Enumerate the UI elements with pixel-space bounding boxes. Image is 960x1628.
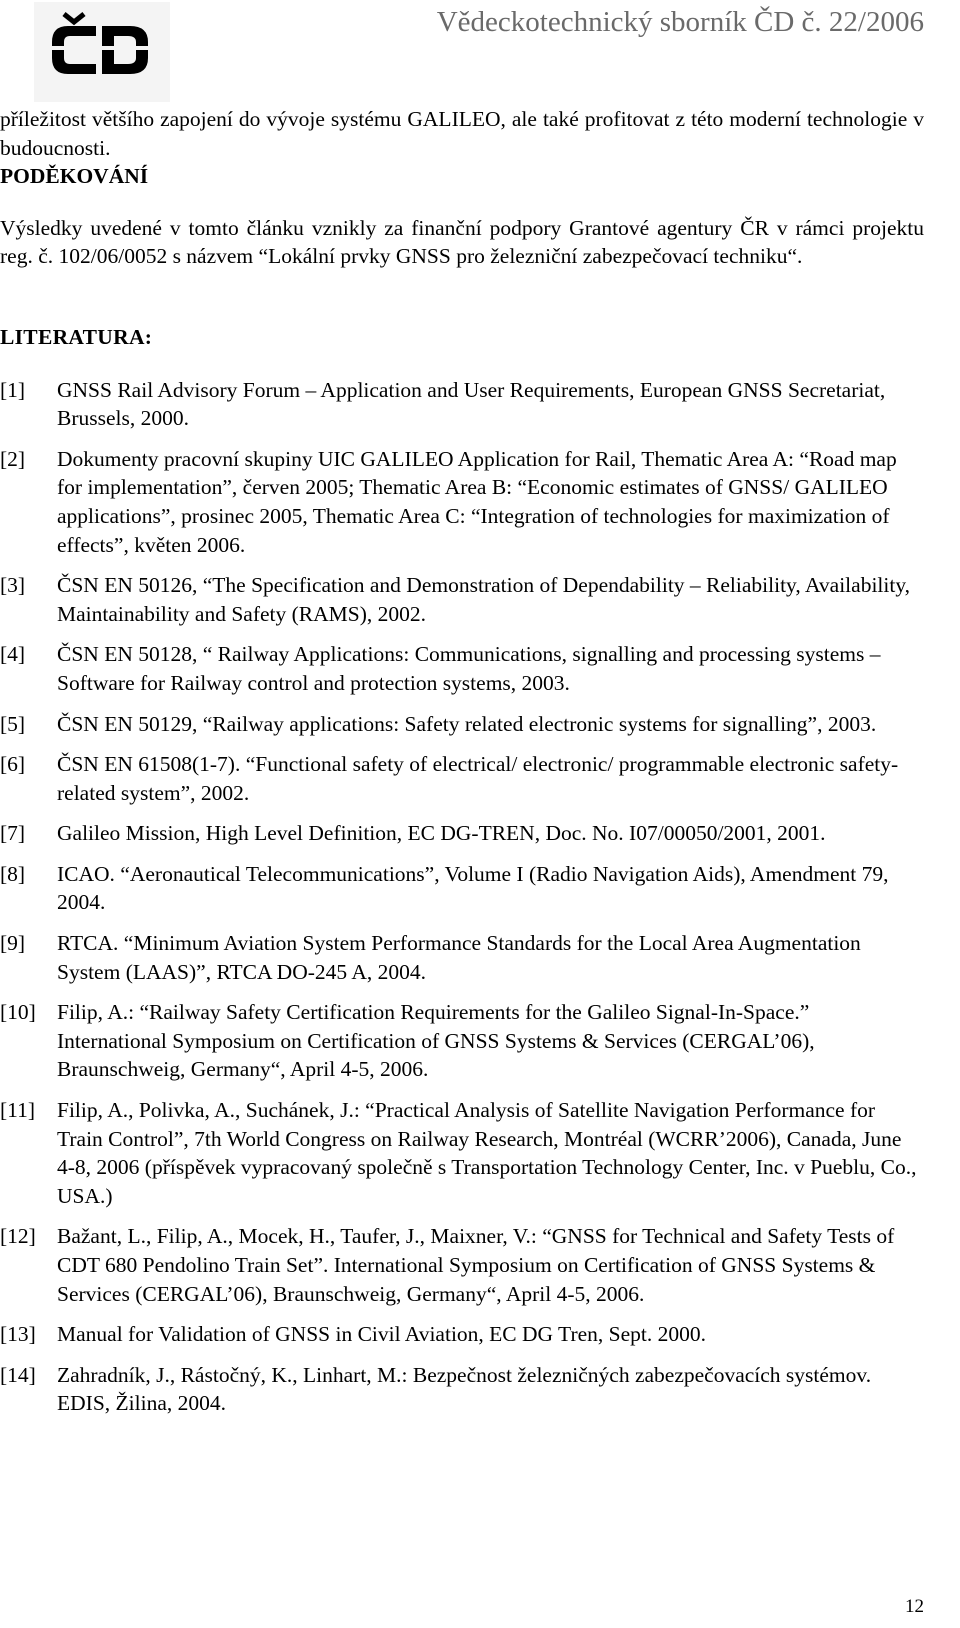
reference-number: [7] xyxy=(0,821,26,846)
reference-text: Bažant, L., Filip, A., Mocek, H., Taufer, J., Maixner, V.: “GNSS for Technical and Safety Tests of CDT 680 Pendolino Train Set”. International Symposium on Certification of GNSS Systems & Services (CERGAL’06), Braunschweig, Germany“, April 4-5, 2006. xyxy=(57,1224,895,1306)
reference-number: [10] xyxy=(0,1000,36,1025)
reference-number: [4] xyxy=(0,642,26,667)
reference-number: [13] xyxy=(0,1322,36,1347)
cd-logo xyxy=(34,2,170,102)
reference-list xyxy=(0,376,960,1418)
reference-text: ICAO. “Aeronautical Telecommunications”, Volume I (Radio Navigation Aids), Amendment 79, 2004. xyxy=(57,861,889,915)
reference-number: [14] xyxy=(0,1362,36,1387)
reference-number: [11] xyxy=(0,1098,36,1123)
reference-text: RTCA. “Minimum Aviation System Performance Standards for the Local Area Augmentation System (LAAS)”, RTCA DO-245 A, 2004. xyxy=(57,931,861,984)
reference-number: [6] xyxy=(0,752,26,777)
reference-item xyxy=(0,1096,924,1210)
reference-item xyxy=(0,445,924,559)
reference-number: [1] xyxy=(0,377,26,402)
acknowledgement-paragraph: Výsledky uvedené v tomto článku vznikly za finanční podpory Grantové agentury ČR v rámci projektu reg. č. 102/06/0052 s názvem “Lokální prvky GNSS pro železniční zabezpečovací techniku“. xyxy=(0,215,924,269)
reference-item xyxy=(0,750,924,807)
reference-item xyxy=(0,1361,924,1418)
reference-text: Galileo Mission, High Level Definition, EC DG-TREN, Doc. No. I07/00050/2001, 2001. xyxy=(57,821,826,846)
reference-item xyxy=(0,640,924,697)
reference-text: ČSN EN 50126, “The Specification and Demonstration of Dependability – Reliability, Availability, Maintainability and Safety (RAMS), 2002. xyxy=(57,573,911,626)
reference-text: ČSN EN 50128, “ Railway Applications: Communications, signalling and processing systems – Software for Railway control and protection systems, 2003. xyxy=(57,642,881,695)
reference-text: Zahradník, J., Rástočný, K., Linhart, M.: Bezpečnost železničných zabezpečovacích systémov. EDIS, Žilina, 2004. xyxy=(57,1362,872,1416)
reference-number: [3] xyxy=(0,573,26,598)
journal-title: Vědeckotechnický sborník ČD č. 22/2006 xyxy=(436,6,924,38)
reference-text: ČSN EN 61508(1-7). “Functional safety of electrical/ electronic/ programmable electronic safety-related system”, 2002. xyxy=(57,752,899,805)
reference-text: Dokumenty pracovní skupiny UIC GALILEO Application for Rail, Thematic Area A: “Road map for implementation”, červen 2005; Thematic Area B: “Economic estimates of GNSS/ GALILEO applications”, prosinec 2005, Thematic Area C: “Integration of technologies for maximization of effects”, květen 2006. xyxy=(57,446,897,557)
reference-item xyxy=(0,860,924,917)
reference-number: [9] xyxy=(0,931,26,956)
reference-number: [12] xyxy=(0,1224,36,1249)
reference-item xyxy=(0,710,924,739)
reference-item xyxy=(0,1222,924,1308)
reference-text: Manual for Validation of GNSS in Civil Aviation, EC DG Tren, Sept. 2000. xyxy=(57,1322,706,1347)
acknowledgement-heading: PODĚKOVÁNÍ xyxy=(0,164,149,189)
reference-number: [2] xyxy=(0,446,26,471)
reference-item xyxy=(0,998,924,1084)
reference-number: [8] xyxy=(0,861,26,886)
reference-text: ČSN EN 50129, “Railway applications: Safety related electronic systems for signalling”, 2003. xyxy=(57,711,877,736)
reference-text: Filip, A.: “Railway Safety Certification Requirements for the Galileo Signal-In-Space.” International Symposium on Certification of GNSS Systems & Services (CERGAL’06), Braunschweig, Germany“, April 4-5, 2006. xyxy=(57,1000,815,1082)
reference-text: GNSS Rail Advisory Forum – Application and User Requirements, European GNSS Secretariat, Brussels, 2000. xyxy=(57,377,886,431)
intro-paragraph: příležitost většího zapojení do vývoje systému GALILEO, ale také profitovat z této moderní technologie v budoucnosti. xyxy=(0,107,924,160)
reference-item xyxy=(0,376,924,433)
page-header xyxy=(0,0,960,110)
reference-item xyxy=(0,1320,924,1349)
article-content xyxy=(0,105,960,1430)
literature-heading: LITERATURA: xyxy=(0,324,153,349)
reference-item xyxy=(0,819,924,848)
reference-item xyxy=(0,571,924,628)
page-number: 12 xyxy=(905,1596,924,1617)
reference-text: Filip, A., Polivka, A., Suchánek, J.: “Practical Analysis of Satellite Navigation Performance for Train Control”, 7th World Congress on Railway Research, Montréal (WCRR’2006), Canada, June 4-8, 2006 (příspěvek vypracovaný společně s Transportation Technology Center, Inc. v Pueblu, Co., USA.) xyxy=(57,1098,917,1208)
reference-number: [5] xyxy=(0,711,26,736)
reference-item xyxy=(0,929,924,986)
